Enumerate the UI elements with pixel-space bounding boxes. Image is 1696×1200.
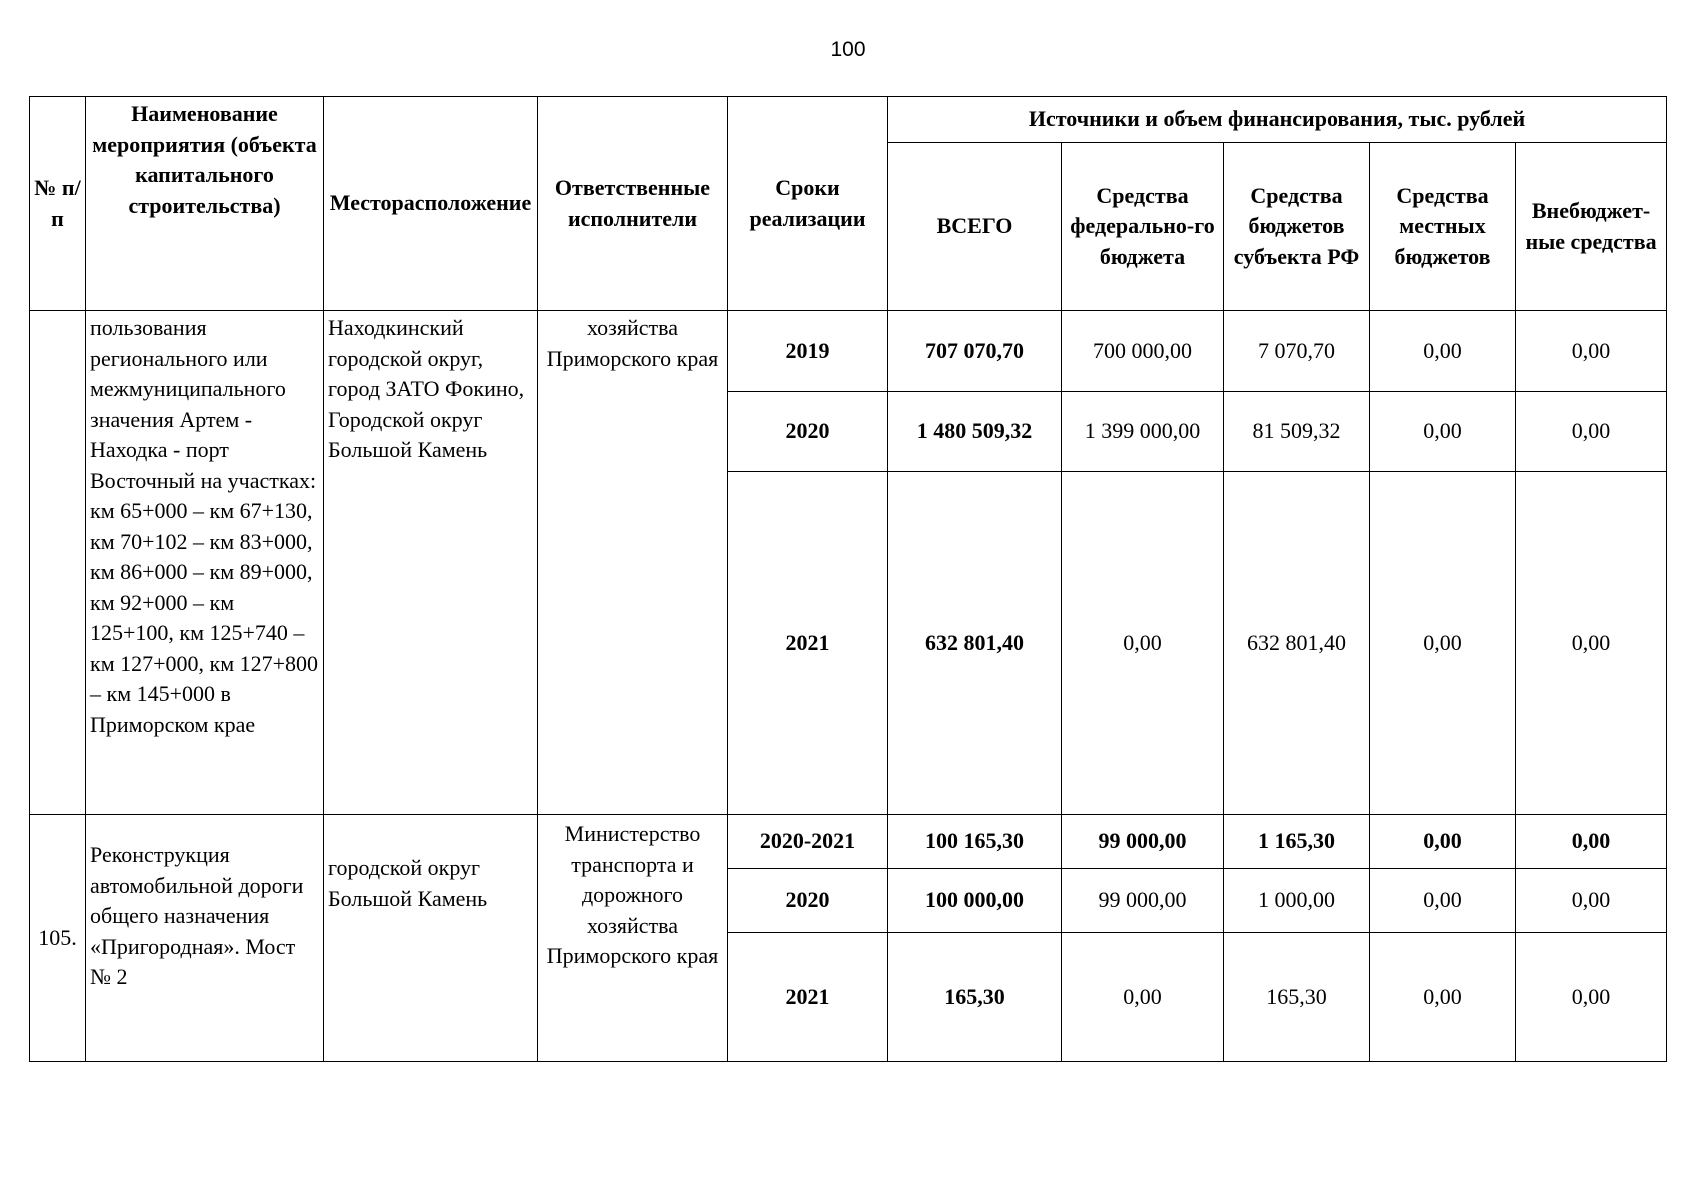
regional-cell: 165,30 [1224,933,1370,1062]
extra-cell: 0,00 [1516,815,1667,869]
regional-cell: 81 509,32 [1224,392,1370,472]
total-cell: 100 000,00 [888,869,1062,933]
header-location: Месторасположение [324,97,538,311]
total-cell: 1 480 509,32 [888,392,1062,472]
local-cell: 0,00 [1370,815,1516,869]
header-responsible: Ответственные исполнители [538,97,728,311]
local-cell: 0,00 [1370,933,1516,1062]
regional-cell: 7 070,70 [1224,311,1370,392]
funding-table [29,96,1667,1062]
extra-cell: 0,00 [1516,869,1667,933]
header-num: № п/п [30,97,86,311]
federal-cell: 99 000,00 [1062,869,1224,933]
federal-cell: 99 000,00 [1062,815,1224,869]
extra-cell: 0,00 [1516,392,1667,472]
period-cell: 2020-2021 [728,815,888,869]
total-cell: 632 801,40 [888,472,1062,815]
local-cell: 0,00 [1370,311,1516,392]
local-cell: 0,00 [1370,392,1516,472]
period-cell: 2019 [728,311,888,392]
entry-responsible: Министерство транспорта и дорожного хозяйства Приморского края [538,815,728,1062]
total-cell: 707 070,70 [888,311,1062,392]
entry-location: Находкинский городской округ, город ЗАТО Фокино, Городской округ Большой Камень [324,311,538,815]
entry-name: Реконструкция автомобильной дороги общего назначения «Пригородная». Мост № 2 [86,815,324,1062]
header-regional: Средства бюджетов субъекта РФ [1224,143,1370,311]
total-cell: 165,30 [888,933,1062,1062]
period-cell: 2021 [728,472,888,815]
header-period: Сроки реализации [728,97,888,311]
regional-cell: 1 165,30 [1224,815,1370,869]
extra-cell: 0,00 [1516,472,1667,815]
entry-responsible: хозяйства Приморского края [538,311,728,815]
entry-name: пользования регионального или межмуниципального значения Артем - Находка - порт Восточный на участках: км 65+000 – км 67+130, км 70+102 – км 83+000, км 86+000 – км 89+000, км 92+000 – км 125+100, км 125+740 – км 127+000, км 127+800 – км 145+000 в Приморском крае [86,311,324,815]
table-row [30,815,1667,869]
header-funding-group: Источники и объем финансирования, тыс. рублей [888,97,1667,143]
entry-num [30,311,86,815]
regional-cell: 632 801,40 [1224,472,1370,815]
table-row [30,311,1667,392]
header-extra: Внебюджет-ные средства [1516,143,1667,311]
extra-cell: 0,00 [1516,311,1667,392]
entry-location: городской округ Большой Камень [324,815,538,1062]
header-row-top [30,97,1667,143]
header-local: Средства местных бюджетов [1370,143,1516,311]
federal-cell: 700 000,00 [1062,311,1224,392]
page-number: 100 [830,38,866,61]
header-total: ВСЕГО [888,143,1062,311]
federal-cell: 0,00 [1062,472,1224,815]
header-federal: Средства федерально-го бюджета [1062,143,1224,311]
local-cell: 0,00 [1370,869,1516,933]
header-name: Наименование мероприятия (объекта капитального строительства) [86,97,324,311]
regional-cell: 1 000,00 [1224,869,1370,933]
entry-num: 105. [30,815,86,1062]
total-cell: 100 165,30 [888,815,1062,869]
period-cell: 2020 [728,869,888,933]
local-cell: 0,00 [1370,472,1516,815]
period-cell: 2020 [728,392,888,472]
federal-cell: 1 399 000,00 [1062,392,1224,472]
period-cell: 2021 [728,933,888,1062]
federal-cell: 0,00 [1062,933,1224,1062]
extra-cell: 0,00 [1516,933,1667,1062]
